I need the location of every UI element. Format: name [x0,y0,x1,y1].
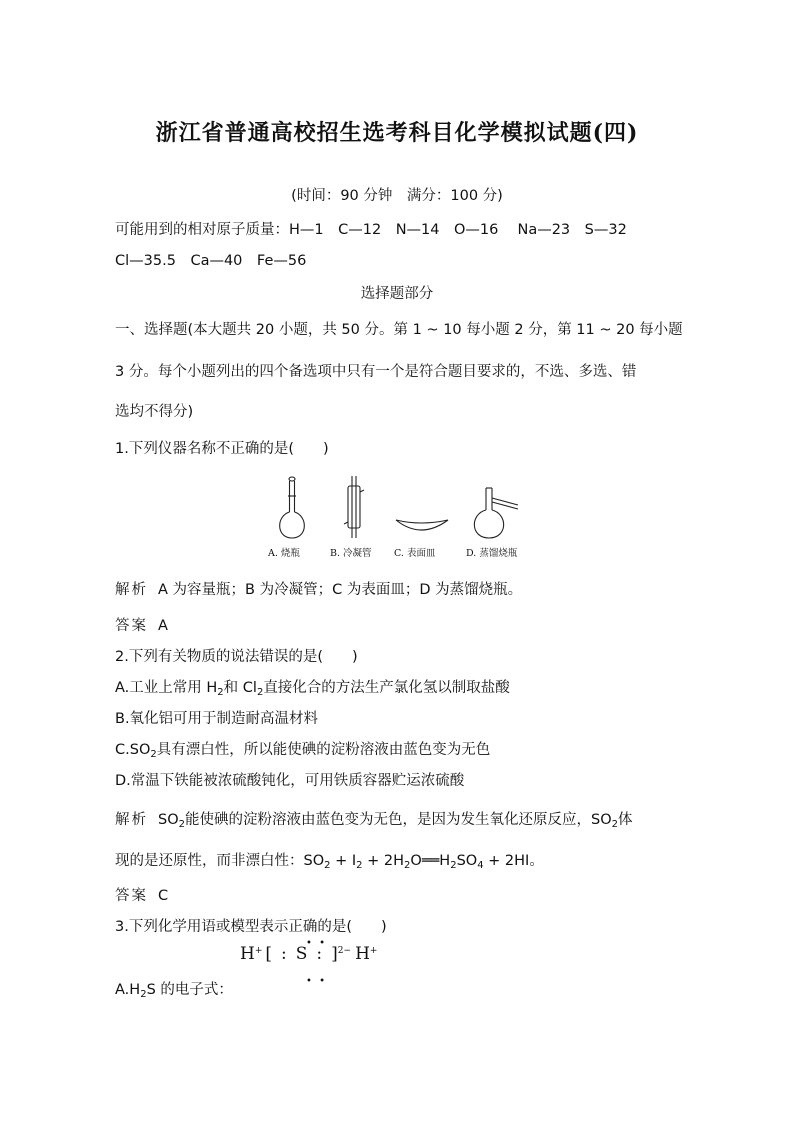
analysis-label: 解析 [115,812,148,828]
analysis-text: A 为容量瓶；B 为冷凝管；C 为表面皿；D 为蒸馏烧瓶。 [158,582,523,598]
condenser-icon [344,476,364,538]
section-title: 选择题部分 [360,286,434,302]
q2-option-b: B.氧化铝可用于制造耐高温材料 [115,711,319,727]
instructions-line-1: 一、选择题(本大题共 20 小题，共 50 分。第 1 ~ 10 每小题 2 分，第 11 ~ 20 每小题 [115,322,683,338]
glassware-illustration [262,472,532,544]
exam-time-score: (时间：90 分钟 满分：100 分) [291,188,503,204]
q2-analysis-line-2: 现的是还原性，而非漂白性：$SO_2 + I_2$ + $2H_2O══H_2SO_4 + 2HI$。 [115,853,544,871]
watch-glass-icon [396,520,448,530]
lone-pair-dots-bottom: • • [306,976,327,987]
q1-stem: 1.下列仪器名称不正确的是( ) [115,441,329,457]
distillation-flask-icon [474,488,518,538]
q3-option-a: $A.H_2S$ 的电子式： [115,982,233,1000]
q1-apparatus-figure [262,472,532,564]
answer-label: 答案 [115,618,148,634]
instructions-line-3: 选均不得分) [115,404,194,420]
h2s-electron-formula: H+ [ : S : ]2− H+ • • • • [240,938,378,987]
q1-answer [115,616,168,636]
q2-option-d: D.常温下铁能被浓硫酸钝化，可用铁质容器贮运浓硫酸 [115,773,465,789]
analysis-label: 解析 [115,582,148,598]
volumetric-flask-icon [280,477,305,538]
answer-label: 答案 [115,888,148,904]
lone-pair-dots-top: • • [306,938,327,949]
caption-b: B. 冷凝管 [330,548,372,559]
q2-option-c: $C.SO_2$具有漂白性，所以能使碘的淀粉溶液由蓝色变为无色 [115,742,491,760]
answer-value: C [158,888,169,904]
caption-d: D. 蒸馏烧瓶 [466,548,518,559]
page-title: 浙江省普通高校招生选考科目化学模拟试题(四) [155,120,639,146]
caption-a: A. 烧瓶 [268,548,300,559]
q3-stem: 3.下列化学用语或模型表示正确的是( ) [115,919,387,935]
q2-answer [115,886,168,906]
caption-c: C. 表面皿 [394,548,436,559]
instructions-line-2: 3 分。每个小题列出的四个备选项中只有一个是符合题目要求的，不选、多选、错 [115,364,637,380]
q2-analysis-line-1: 解析 $SO_2$能使碘的淀粉溶液由蓝色变为无色，是因为发生氧化还原反应，$SO_2$体 [115,812,633,830]
atomic-masses-line-2: Cl—35.5 Ca—40 Fe—56 [115,253,307,269]
q2-stem: 2.下列有关物质的说法错误的是( ) [115,649,358,665]
atomic-masses-line-1: 可能用到的相对原子质量：H—1 C—12 N—14 O—16 Na—23 S—32 [115,222,627,238]
q2-option-a: A.工业上常用 $H_2$和 $Cl_2$直接化合的方法生产氯化氢以制取盐酸 [115,680,510,698]
q1-analysis [115,580,522,600]
answer-value: A [158,618,168,634]
